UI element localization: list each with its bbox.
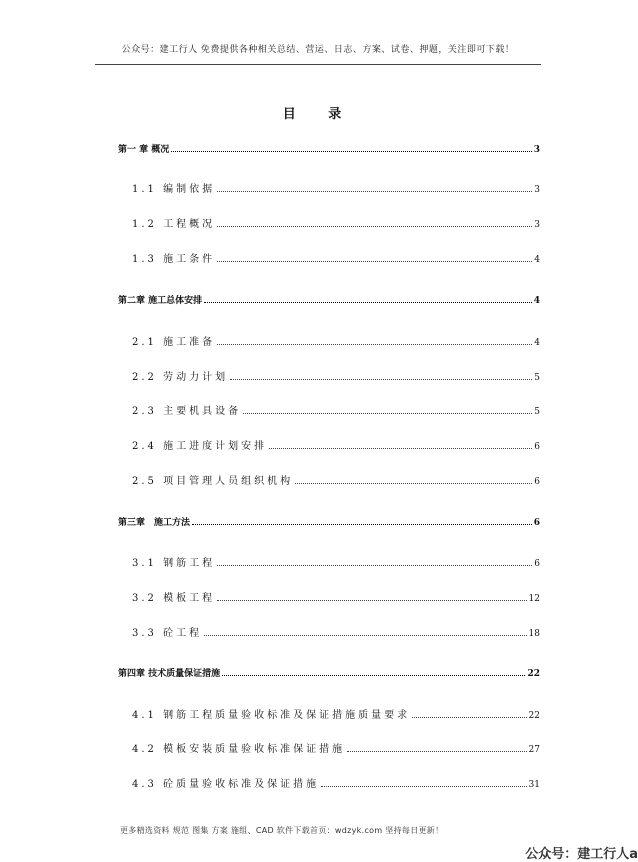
- toc-entry-label: 第二章 施工总体安排: [118, 296, 203, 306]
- toc-entry-label: 第四章 技术质量保证措施: [118, 669, 221, 679]
- toc-chapter-entry[interactable]: [118, 665, 540, 679]
- toc-page-number: 3: [534, 220, 540, 230]
- toc-page-number: 31: [528, 780, 540, 790]
- toc-entry-label: 3.1 钢筋工程: [132, 558, 216, 569]
- toc-page-number: 6: [534, 477, 540, 487]
- toc-entry-label: 2.3 主要机具设备: [132, 406, 242, 417]
- toc-dot-leader: [204, 302, 532, 303]
- toc-dot-leader: [217, 565, 532, 566]
- page-footer: 更多精选资料 规范 图集 方案 施组、CAD 软件下载首页：wdzyk.com 坚持每日更新！: [120, 826, 444, 835]
- toc-chapter-entry[interactable]: [118, 292, 540, 306]
- toc-page-number: 3: [534, 185, 540, 195]
- toc-section-entry[interactable]: [132, 438, 540, 452]
- toc-entry-label: 1.3 施工条件: [132, 254, 216, 265]
- toc-dot-leader: [295, 483, 532, 484]
- toc-page-number: 12: [528, 594, 540, 604]
- toc-page-number: 22: [527, 669, 540, 679]
- toc-entry-label: 2.5 项目管理人员组织机构: [132, 476, 294, 487]
- toc-section-entry[interactable]: [132, 555, 540, 569]
- toc-page-number: 4: [533, 296, 540, 306]
- toc-page-number: 5: [534, 373, 540, 383]
- toc-dot-leader: [230, 379, 532, 380]
- toc-section-entry[interactable]: [132, 181, 540, 195]
- toc-entry-label: 4.1 钢筋工程质量验收标准及保证措施质量要求: [132, 710, 411, 721]
- toc-section-entry[interactable]: [132, 251, 540, 265]
- toc-dot-leader: [321, 786, 526, 787]
- toc-dot-leader: [412, 717, 526, 718]
- toc-chapter-entry[interactable]: [118, 141, 540, 155]
- toc-section-entry[interactable]: [132, 590, 540, 604]
- toc-page-number: 27: [528, 745, 540, 755]
- toc-dot-leader: [217, 600, 526, 601]
- toc-dot-leader: [217, 344, 532, 345]
- toc-entry-label: 1.2 工程概况: [132, 219, 216, 230]
- toc-entry-label: 3.3 砼工程: [132, 628, 203, 639]
- toc-section-entry[interactable]: [132, 334, 540, 348]
- toc-dot-leader: [204, 635, 526, 636]
- toc-section-entry[interactable]: [132, 403, 540, 417]
- toc-page-number: 22: [528, 711, 540, 721]
- toc-page-number: 5: [534, 407, 540, 417]
- toc-page-number: 3: [533, 145, 540, 155]
- toc-dot-leader: [217, 226, 532, 227]
- toc-dot-leader: [243, 413, 532, 414]
- toc-page-number: 4: [534, 255, 540, 265]
- toc-section-entry[interactable]: [132, 473, 540, 487]
- header-rule: [95, 64, 541, 65]
- toc-entry-label: 1.1 编制依据: [132, 184, 216, 195]
- toc-chapter-entry[interactable]: [118, 514, 540, 528]
- toc-dot-leader: [217, 191, 532, 192]
- toc-section-entry[interactable]: [132, 776, 540, 790]
- toc-entry-label: 第三章 施工方法: [118, 518, 191, 528]
- toc-section-entry[interactable]: [132, 741, 540, 755]
- toc-page-number: 6: [534, 559, 540, 569]
- document-title: 目 录: [282, 107, 356, 122]
- toc-entry-label: 4.3 砼质量验收标准及保证措施: [132, 779, 320, 790]
- toc-entry-label: 2.2 劳动力计划: [132, 372, 229, 383]
- toc-page-number: 4: [534, 338, 540, 348]
- toc-dot-leader: [171, 151, 531, 152]
- toc-section-entry[interactable]: [132, 369, 540, 383]
- watermark-text: 公众号：建工行人a: [525, 847, 638, 862]
- toc-section-entry[interactable]: [132, 625, 540, 639]
- toc-entry-label: 第一 章 概况: [118, 145, 170, 155]
- toc-dot-leader: [222, 675, 525, 676]
- toc-page-number: 18: [528, 629, 540, 639]
- toc-entry-label: 4.2 模板安装质量验收标准保证措施: [132, 744, 346, 755]
- toc-section-entry[interactable]: [132, 216, 540, 230]
- toc-page-number: 6: [534, 442, 540, 452]
- toc-entry-label: 2.1 施工准备: [132, 337, 216, 348]
- toc-dot-leader: [192, 524, 532, 525]
- toc-section-entry[interactable]: [132, 707, 540, 721]
- toc-page-number: 6: [533, 518, 540, 528]
- toc-dot-leader: [347, 751, 526, 752]
- toc-dot-leader: [269, 448, 532, 449]
- toc-entry-label: 2.4 施工进度计划安排: [132, 441, 268, 452]
- toc-entry-label: 3.2 模板工程: [132, 593, 216, 604]
- toc-dot-leader: [217, 261, 532, 262]
- page-header: 公众号：建工行人 免费提供各种相关总结、营运、日志、方案、试卷、押题，关注即可下载！: [121, 45, 515, 55]
